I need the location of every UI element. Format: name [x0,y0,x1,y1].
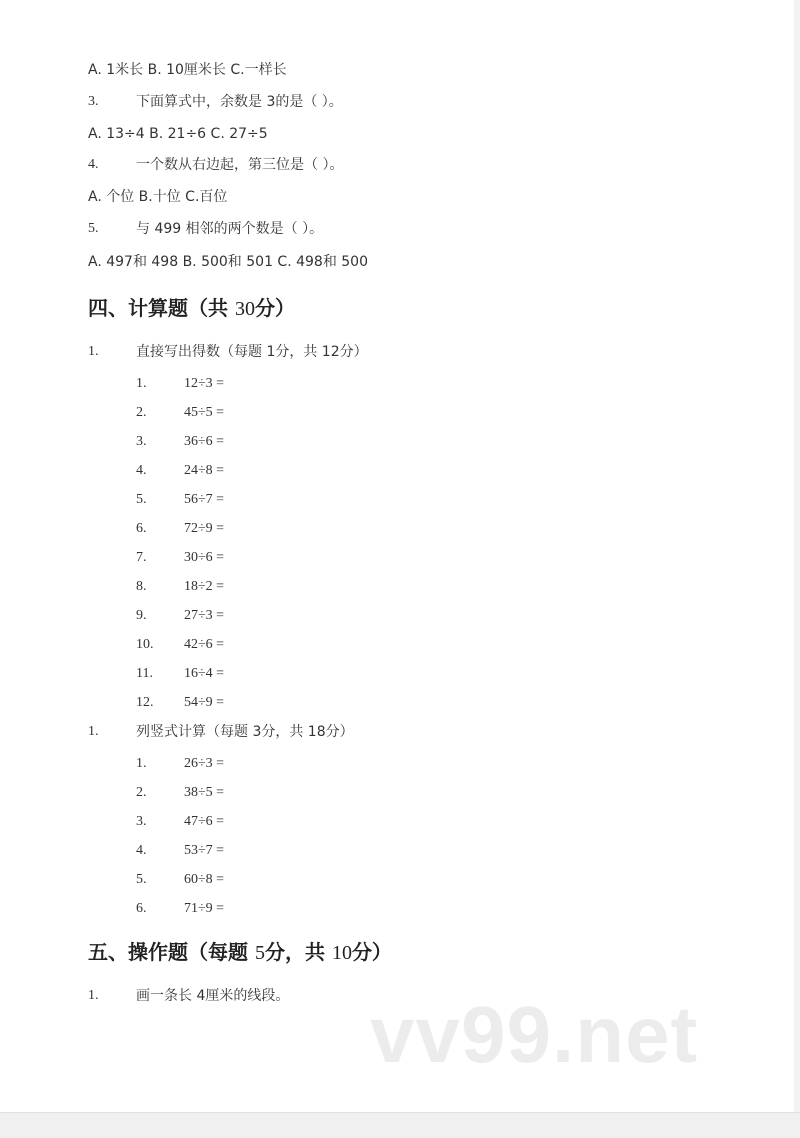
part1-item-expression: 16÷4 = [184,666,225,681]
part1-item-expression: 12÷3 = [184,376,225,391]
q3-text: 下面算式中，余数是 3的是（ ）。 [136,94,343,110]
section5-title-mid: 分，共 [264,940,332,964]
part2-item-expression: 47÷6 = [184,814,225,829]
q3-options: A. 13÷4 B. 21÷6 C. 27÷5 [88,126,268,142]
section4-title-post: 分） [254,296,295,320]
s5-q1-text: 画一条长 4厘米的线段。 [136,988,290,1004]
part1-item-expression: 36÷6 = [184,434,225,449]
part2-item-number: 4. [136,843,147,858]
part2-item-expression: 60÷8 = [184,872,225,887]
part2-item-number: 6. [136,901,147,916]
q4-number: 4. [88,157,99,172]
s5-q1-number: 1. [88,988,99,1003]
section5-title-num2: 10 [331,942,352,964]
part1-item-number: 5. [136,492,147,507]
section4-title-pre: 四、计算题（共 [88,296,235,320]
part1-item-expression: 24÷8 = [184,463,225,478]
part1-item-expression: 30÷6 = [184,550,225,565]
part2-item-number: 2. [136,785,147,800]
part2-item-number: 3. [136,814,147,829]
part1-item-number: 7. [136,550,147,565]
part1-item-expression: 42÷6 = [184,637,225,652]
part2-number: 1. [88,724,99,739]
part1-item-number: 3. [136,434,147,449]
part2-item-expression: 26÷3 = [184,756,225,771]
part1-item-number: 2. [136,405,147,420]
page-bottom-bar [0,1112,800,1138]
part2-item-number: 1. [136,756,147,771]
part1-item-number: 8. [136,579,147,594]
q4-options: A. 个位 B.十位 C.百位 [88,189,228,205]
part1-number: 1. [88,344,99,359]
q5-options: A. 497和 498 B. 500和 501 C. 498和 500 [88,254,368,270]
part1-item-number: 10. [136,637,154,652]
part2-item-expression: 71÷9 = [184,901,225,916]
part1-item-expression: 18÷2 = [184,579,225,594]
part1-item-number: 12. [136,695,154,710]
section5-title-pre: 五、操作题（每题 [88,940,255,964]
q3-number: 3. [88,94,99,109]
part2-text: 列竖式计算（每题 3分，共 18分） [136,724,354,740]
part1-item-expression: 45÷5 = [184,405,225,420]
part1-item-number: 6. [136,521,147,536]
part1-item-number: 11. [136,666,153,681]
section5-title [88,938,392,967]
watermark: vv99.net [370,990,699,1079]
section4-title-num: 30 [234,298,255,320]
section5-title-post: 分） [351,940,392,964]
section5-title-num1: 5 [254,942,265,964]
part1-item-expression: 27÷3 = [184,608,225,623]
part1-item-number: 9. [136,608,147,623]
q5-text: 与 499 相邻的两个数是（ ）。 [136,221,324,237]
section4-title [88,294,295,323]
part1-item-expression: 72÷9 = [184,521,225,536]
page-edge-shadow [794,0,800,1112]
part2-item-number: 5. [136,872,147,887]
q5-number: 5. [88,221,99,236]
part1-item-expression: 54÷9 = [184,695,225,710]
part2-item-expression: 38÷5 = [184,785,225,800]
part1-text: 直接写出得数（每题 1分，共 12分） [136,344,368,360]
part1-item-number: 4. [136,463,147,478]
q2-options: A. 1米长 B. 10厘米长 C.一样长 [88,62,287,78]
part1-item-number: 1. [136,376,147,391]
part1-item-expression: 56÷7 = [184,492,225,507]
q4-text: 一个数从右边起，第三位是（ ）。 [136,157,344,173]
part2-item-expression: 53÷7 = [184,843,225,858]
